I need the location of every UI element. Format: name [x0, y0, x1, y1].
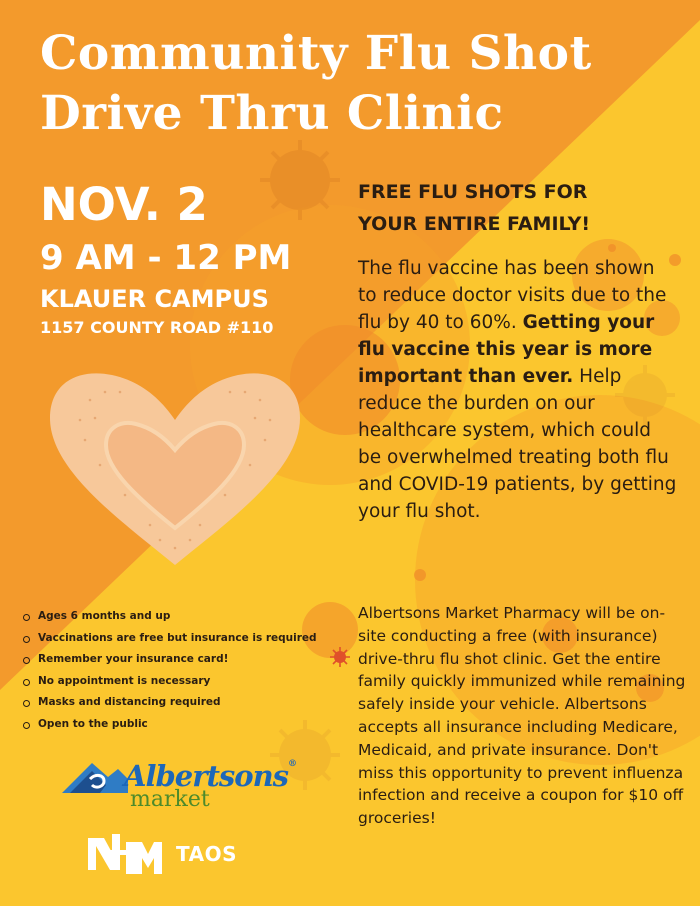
albertsons-logo [60, 757, 310, 817]
event-address: 1157 COUNTY ROAD #110 [40, 318, 274, 337]
registered-mark: ® [288, 759, 296, 769]
list-item: No appointment is necessary [22, 671, 352, 693]
unm-campus-label: TAOS [176, 842, 237, 866]
headline-line-1: FREE FLU SHOTS FOR [358, 181, 588, 203]
albertsons-logo-icon [60, 757, 130, 797]
virus-icon [260, 140, 340, 220]
unm-logo-icon [86, 832, 166, 876]
event-time: 9 AM - 12 PM [40, 238, 292, 278]
albertsons-subtitle: market [130, 787, 210, 812]
list-item: Masks and distancing required [22, 692, 352, 714]
page-title [40, 24, 680, 144]
headline [358, 176, 693, 240]
requirements-list [22, 606, 352, 736]
event-location: KLAUER CAMPUS [40, 285, 269, 313]
albertsons-name: Albertsons [124, 759, 288, 793]
title-line-1: Community Flu Shot [40, 26, 592, 81]
lead-text-1: The flu vaccine has been shown to reduce doctor visits due to the flu by 40 to 60%. [358, 258, 667, 333]
list-item: Ages 6 months and up [22, 606, 352, 628]
details-paragraph: Albertsons Market Pharmacy will be on-site conducting a free (with insurance) drive-thru flu shot clinic. Get the entire family quickly immunized while remaining safely inside your vehicle. Albertsons accepts all insurance including Medicare, Medicaid, and private insurance. Don't miss this opportunity to prevent influenza infection and receive a coupon for $10 off groceries! [358, 604, 686, 828]
event-date: NOV. 2 [40, 178, 208, 231]
title-line-2: Drive Thru Clinic [40, 86, 504, 141]
headline-line-2: YOUR ENTIRE FAMILY! [358, 213, 591, 235]
list-item: Remember your insurance card! [22, 649, 352, 671]
list-item: Vaccinations are free but insurance is required [22, 628, 352, 650]
list-item: Open to the public [22, 714, 352, 736]
lead-text-2: Help reduce the burden on our healthcare system, which could be overwhelmed treating both flu and COVID-19 patients, by getting your flu shot. [358, 366, 677, 522]
lead-emphasis: Getting your flu vaccine this year is more important than ever. [358, 312, 655, 387]
lead-paragraph [358, 255, 678, 525]
